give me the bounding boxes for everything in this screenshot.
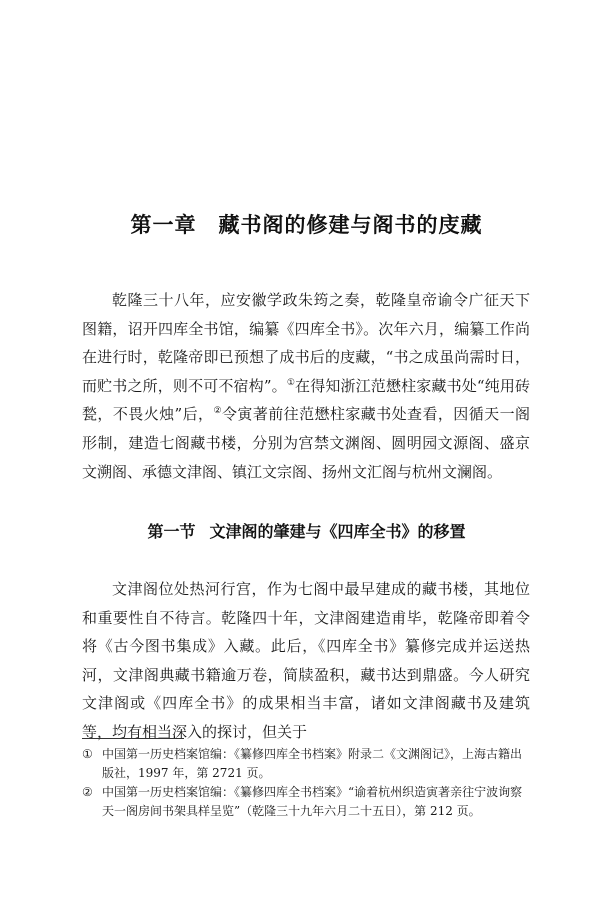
footnote-2 <box>82 783 530 820</box>
intro-text-part3: 令寅著前往范懋柱家藏书处查看，因循天一阁形制，建造七阁藏书楼，分别为宫禁文渊阁、圆明园文源阁、盛京文溯阁、承德文津阁、镇江文宗阁、扬州文汇阁与杭州文澜阁。 <box>82 405 530 481</box>
chapter-number: 第一章 <box>130 213 197 237</box>
footnote-text: 中国第一历史档案馆编：《纂修四库全书档案》“谕着杭州织造寅著亲往宁波询察天一阁房间书架具样呈览”（乾隆三十九年六月二十五日），第 212 页。 <box>102 785 523 818</box>
footnote-mark: ② <box>82 785 93 799</box>
section-paragraph-text: 文津阁位处热河行宫，作为七阁中最早建成的藏书楼，其地位和重要性自不待言。乾隆四十年，文津阁建造甫毕，乾隆帝即着令将《古今图书集成》入藏。此后，《四库全书》纂修完成并运送热河，文津阁典藏书籍逾万卷，简牍盈积，藏书达到鼎盛。今人研究文津阁或《四库全书》的成果相当丰富，诸如文津阁藏书及建筑等，均有相当深入的探讨，但关于 <box>82 580 530 741</box>
footnote-1 <box>82 745 530 782</box>
footnote-divider <box>82 738 184 739</box>
footnotes <box>82 745 530 821</box>
chapter-heading <box>0 209 613 239</box>
section-number: 第一节 <box>147 522 196 541</box>
section-title: 文津阁的肇建与《四库全书》的移置 <box>209 522 466 541</box>
section-paragraph <box>82 575 530 747</box>
intro-text-part2: 在得知浙江范懋柱家藏书处“纯用砖甃，不畏火烛”后， <box>82 376 531 424</box>
chapter-title: 藏书阁的修建与阁书的庋藏 <box>218 213 483 237</box>
intro-paragraph <box>82 286 530 486</box>
intro-text-part1: 乾隆三十八年，应安徽学政朱筠之奏，乾隆皇帝谕令广征天下图籍，诏开四库全书馆，编纂《四库全书》。次年六月，编纂工作尚在进行时，乾隆帝即已预想了成书后的庋藏，“书之成虽尚需时日，而贮书之所，则不可不宿构”。 <box>82 291 530 395</box>
footnote-ref-1[interactable]: ① <box>286 377 296 388</box>
section-heading <box>0 519 613 542</box>
footnote-text: 中国第一历史档案馆编：《纂修四库全书档案》附录二《文渊阁记》，上海古籍出版社，1997 年，第 2721 页。 <box>102 747 523 780</box>
footnote-ref-2[interactable]: ② <box>213 406 222 417</box>
footnote-mark: ① <box>82 747 93 761</box>
